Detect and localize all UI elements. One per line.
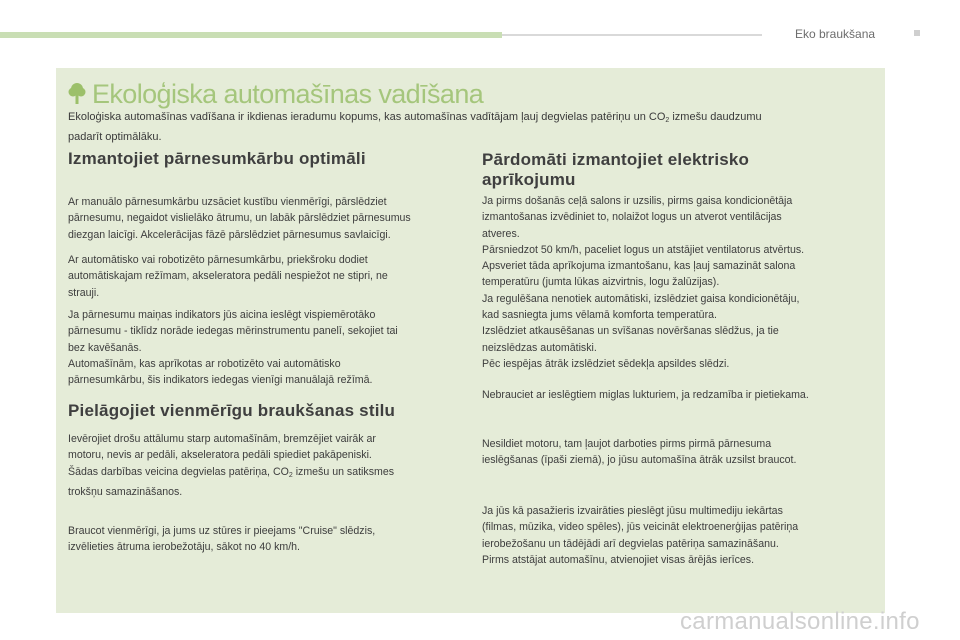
text-fragment: izmešu un satiksmes (292, 465, 395, 478)
text-line: ierobežošanu un tādējādi arī degvielas patēriņa samazināšanu. (482, 537, 779, 550)
text-line: bez kavēšanās. (68, 341, 142, 354)
text-line: trokšņu samazināšanos. (68, 485, 183, 498)
section-marker (914, 30, 920, 36)
text-fragment: Šādas darbības veicina degvielas patēriņa, CO (68, 465, 289, 478)
intro-line-1 (68, 109, 868, 129)
text-line: Pārsniedzot 50 km/h, paceliet logus un atstājiet ventilatorus atvērtus. (482, 243, 805, 256)
paragraph-fog-lights (482, 387, 809, 403)
intro-text-a: Ekoloģiska automašīnas vadīšana ir ikdienas ieradumu kopums, kas automašīnas vadītājam ļauj degvielas patēriņu un CO (68, 111, 666, 123)
text-line: motoru, nevis ar pedāli, akseleratora pedāli spiediet pakāpeniski. (68, 449, 372, 462)
text-line: Pēc iespējas ātrāk izslēdziet sēdekļa apsildes slēdzi. (482, 357, 730, 370)
text-line: Apsveriet tāda aprīkojuma izmantošanu, kas ļauj samazināt salona (482, 260, 796, 273)
heading-driving-style: Pielāgojiet vienmērīgu braukšanas stilu (68, 401, 396, 420)
text-line: Nesildiet motoru, tam ļaujot darboties pirms pirmā pārnesuma (482, 438, 772, 450)
text-line: neizslēdzas automātiski. (482, 341, 597, 354)
text-line: diezgan laicīgi. Akcelerācijas fāzē pārslēdziet pārnesumus savlaicīgi. (68, 228, 391, 241)
text-line: pārnesumkārbu, šis indikators iedegas vienīgi manuālajā režīmā. (68, 374, 373, 387)
text-line: pārnesumu, negaidot vislielāko ātrumu, un labāk pārslēdziet pārnesumus (68, 212, 411, 225)
intro-subscript: 2 (665, 117, 670, 124)
section-name: Eko braukšana (795, 27, 876, 41)
text-line (68, 464, 394, 484)
title-row (68, 79, 483, 109)
paragraph-shift-indicator (68, 307, 398, 388)
heading-electrical-equipment (482, 150, 749, 190)
intro-text-b: izmešu daudzumu (669, 111, 762, 123)
tree-icon (68, 82, 86, 106)
heading-line: Pārdomāti izmantojiet elektrisko (482, 150, 750, 169)
paragraph-manual-gearbox (68, 194, 411, 243)
co2-subscript: 2 (288, 471, 293, 479)
text-line: izmantošanas izvēdiniet to, nolaižot logus un atverot ventilācijas (482, 211, 782, 224)
text-line: kad sasniegta jums vēlamā komforta temperatūra. (482, 309, 717, 322)
text-line: izvēlieties ātruma ierobežotāju, sākot no 40 km/h. (68, 541, 301, 554)
text-line: pārnesumu - tiklīdz norāde iedegas mērinstrumentu panelī, sekojiet tai (68, 325, 398, 338)
text-line: Izslēdziet atkausēšanas un svīšanas novēršanas slēdžus, ja tie (482, 325, 779, 338)
page-title: Ekoloģiska automašīnas vadīšana (92, 79, 484, 109)
text-line: Ja jūs kā pasažieris izvairāties pieslēgt jūsu multimediju iekārtas (482, 505, 783, 517)
paragraph-safe-distance (68, 431, 394, 500)
header-accent-bar (0, 32, 502, 38)
paragraph-multimedia (482, 503, 798, 568)
text-line: temperatūru (jumta lūkas aizvirtnis, logu žalūzijas). (482, 276, 720, 289)
text-line: strauji. (68, 286, 100, 299)
intro-paragraph (68, 109, 868, 146)
heading-gearbox: Izmantojiet pārnesumkārbu optimāli (68, 149, 366, 168)
text-line: Ar manuālo pārnesumkārbu uzsāciet kustību vienmērīgi, pārslēdziet (68, 196, 387, 208)
paragraph-cruise (68, 523, 375, 556)
text-line: ieslēgšanas (īpaši ziemā), jo jūsu automašīna ātrāk uzsilst braucot. (482, 454, 797, 467)
text-line: Ja regulēšana nenotiek automātiski, izslēdziet gaisa kondicionētāju, (482, 292, 800, 305)
text-line: (filmas, mūzika, video spēles), jūs veicināt elektroenerģijas patēriņa (482, 521, 799, 534)
text-line: automātiskajam režīmam, akseleratora pedāli nespiežot ne stipri, ne (68, 270, 388, 283)
paragraph-engine-warmup (482, 436, 796, 469)
text-line: Ja pirms došanās ceļā salons ir uzsilis, pirms gaisa kondicionētāja (482, 195, 793, 207)
heading-line: aprīkojumu (482, 170, 576, 189)
text-line: atveres. (482, 227, 520, 240)
intro-line-2: padarīt optimālāku. (68, 131, 162, 143)
text-line: Pirms atstājat automašīnu, atvienojiet visas ārējās ierīces. (482, 553, 755, 566)
paragraph-automatic-gearbox (68, 252, 388, 301)
text-line: Ievērojiet drošu attālumu starp automašīnām, bremzējiet vairāk ar (68, 433, 376, 445)
text-line: Nebrauciet ar ieslēgtiem miglas lukturiem, ja redzamība ir pietiekama. (482, 389, 809, 401)
text-line: Ja pārnesumu maiņas indikators jūs aicina ieslēgt vispiemērotāko (68, 309, 376, 321)
text-line: Automašīnām, kas aprīkotas ar robotizēto vai automātisko (68, 357, 341, 370)
watermark: carmanualsonline.info (680, 608, 920, 635)
paragraph-air-conditioning (482, 193, 804, 372)
text-line: Braucot vienmērīgi, ja jums uz stūres ir pieejams "Cruise" slēdzis, (68, 525, 376, 537)
text-line: Ar automātisko vai robotizēto pārnesumkārbu, priekšroku dodiet (68, 254, 368, 266)
header-divider (502, 34, 762, 36)
